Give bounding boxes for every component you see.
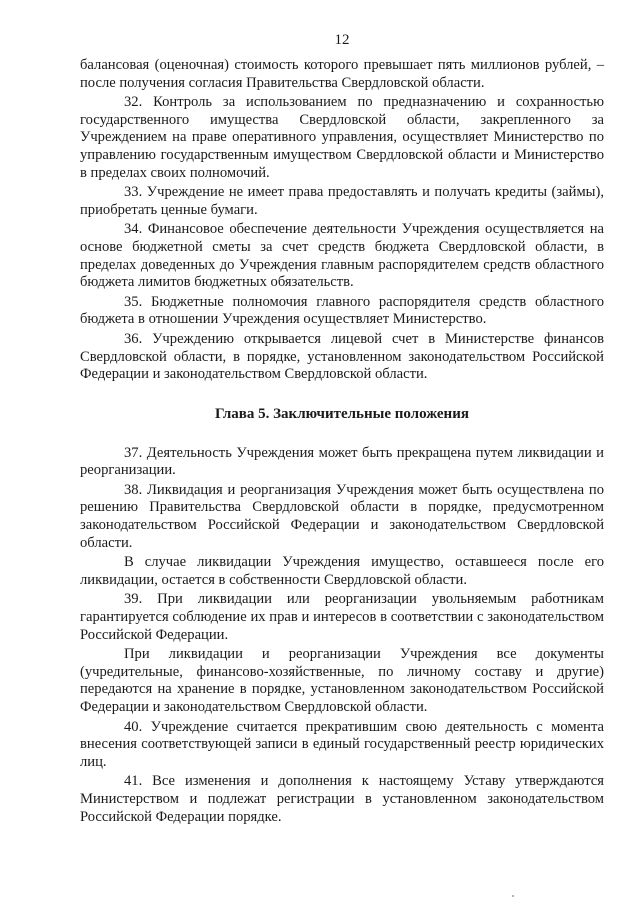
- paragraph-continuation: балансовая (оценочная) стоимость которого превышает пять миллионов рублей, – после получения согласия Правительства Свердловской области.: [80, 57, 604, 91]
- paragraph-37: 37. Деятельность Учреждения может быть прекращена путем ликвидации и реорганизации.: [80, 444, 604, 479]
- paragraph-39: 39. При ликвидации или реорганизации увольняемым работникам гарантируется соблюдение их прав и интересов в соответствии с законодательством Российской Федерации.: [80, 591, 604, 643]
- paragraph-documents-storage: При ликвидации и реорганизации Учреждения все документы (учредительные, финансово-хозяйственные, по личному составу и другие) передаются на хранение в порядке, установленном законодательством Российской Федерации и законодательством Свердловской области.: [80, 646, 604, 715]
- paragraph-34: 34. Финансовое обеспечение деятельности Учреждения осуществляется на основе бюджетной сметы за счет средств бюджета Свердловской области, в пределах доведенных до Учреждения главным распорядителем средств областного бюджета лимитов бюджетных обязательств.: [80, 221, 604, 291]
- page-number: 12: [334, 32, 350, 48]
- paragraph-35: 35. Бюджетные полномочия главного распорядителя средств областного бюджета в отношении Учреждения осуществляет Министерство.: [80, 293, 604, 328]
- paragraph-liquidation-property: В случае ликвидации Учреждения имущество, оставшееся после его ликвидации, остается в собственности Свердловской области.: [80, 554, 604, 588]
- chapter-title: Глава 5. Заключительные положения: [215, 405, 469, 422]
- paragraph-32: 32. Контроль за использованием по предназначению и сохранностью государственного имущества Свердловской области, закрепленного за Учреждением на праве оперативного управления, осуществляет Министерство по управлению государственным имуществом Свердловской области и Министерство в пределах своих полномочий.: [80, 94, 604, 181]
- paragraph-41: 41. Все изменения и дополнения к настоящему Уставу утверждаются Министерством и подлежат регистрации в установленном законодательством Российской Федерации порядке.: [80, 773, 604, 825]
- paragraph-33: 33. Учреждение не имеет права предоставлять и получать кредиты (займы), приобретать ценные бумаги.: [80, 184, 604, 218]
- paragraph-36: 36. Учреждению открывается лицевой счет в Министерстве финансов Свердловской области, в порядке, установленном законодательством Российской Федерации и законодательством Свердловской области.: [80, 330, 604, 383]
- paragraph-38: 38. Ликвидация и реорганизация Учреждения может быть осуществлена по решению Правительства Свердловской области в порядке, предусмотренном законодательством Российской Федерации и законодательством Свердловской области.: [80, 481, 604, 551]
- paragraph-40: 40. Учреждение считается прекратившим свою деятельность с момента внесения соответствующей записи в единый государственный реестр юридических лиц.: [80, 718, 604, 770]
- scan-speck: [512, 895, 514, 897]
